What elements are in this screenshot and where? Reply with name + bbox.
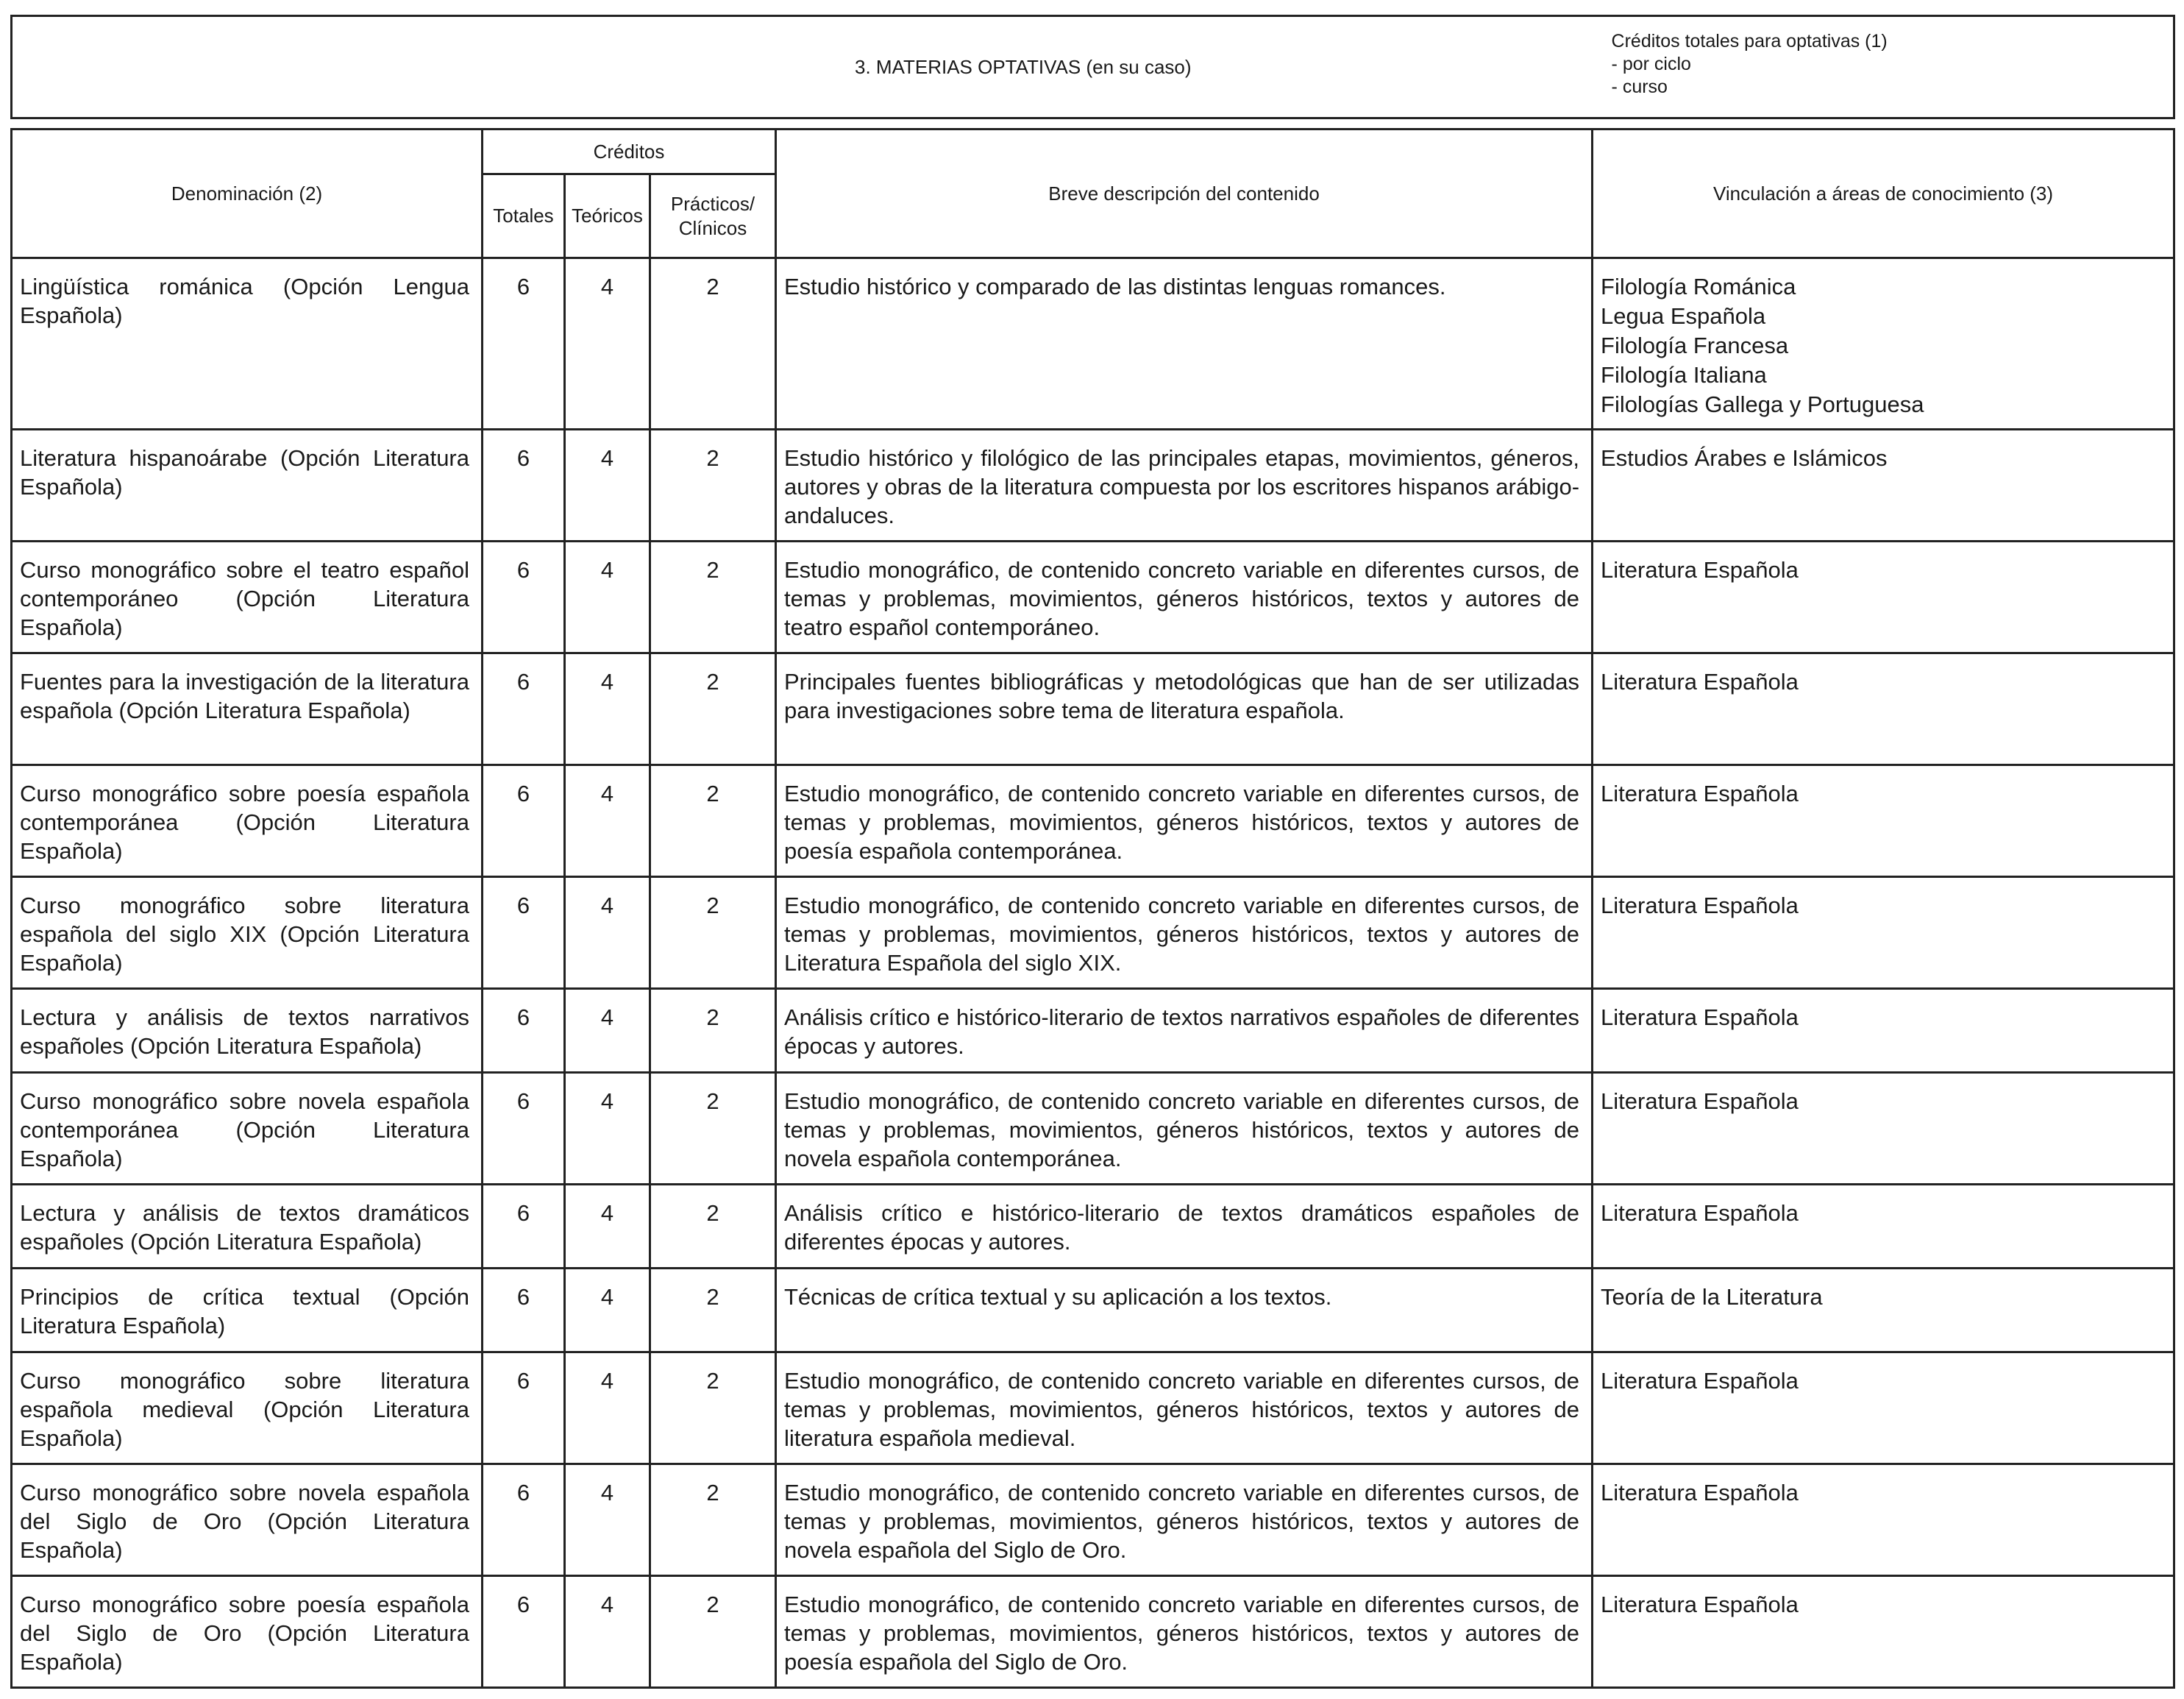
credits-totales: 6 bbox=[483, 1576, 565, 1688]
credits-teoricos: 4 bbox=[565, 1185, 650, 1269]
credits-practicos: 2 bbox=[650, 258, 776, 430]
credits-totales: 6 bbox=[483, 877, 565, 989]
section-title: 3. MATERIAS OPTATIVAS (en su caso) bbox=[12, 16, 1593, 118]
credits-teoricos: 4 bbox=[565, 258, 650, 430]
knowledge-area: Literatura Española bbox=[1601, 1592, 1799, 1617]
credits-teoricos: 4 bbox=[565, 542, 650, 653]
knowledge-area: Filología Francesa bbox=[1601, 333, 1789, 358]
table-row bbox=[12, 258, 2174, 430]
content-description: Principales fuentes bibliográficas y metodológicas que han de ser utilizadas para investigaciones sobre tema de literatura española. bbox=[776, 653, 1593, 765]
content-description: Técnicas de crítica textual y su aplicación a los textos. bbox=[776, 1269, 1593, 1352]
knowledge-areas bbox=[1593, 542, 2174, 653]
knowledge-area: Filología Románica bbox=[1601, 274, 1796, 299]
subject-name: Lectura y análisis de textos narrativos españoles (Opción Literatura Española) bbox=[12, 989, 483, 1073]
header-denominacion: Denominación (2) bbox=[12, 130, 483, 258]
knowledge-areas bbox=[1593, 1576, 2174, 1688]
subject-name: Curso monográfico sobre novela española contemporánea (Opción Literatura Española) bbox=[12, 1073, 483, 1185]
table-body bbox=[12, 258, 2174, 1688]
knowledge-area: Literatura Española bbox=[1601, 1480, 1799, 1505]
credits-totales: 6 bbox=[483, 765, 565, 877]
knowledge-areas bbox=[1593, 1073, 2174, 1185]
subject-name: Curso monográfico sobre poesía española del Siglo de Oro (Opción Literatura Española) bbox=[12, 1576, 483, 1688]
knowledge-areas bbox=[1593, 258, 2174, 430]
credits-practicos: 2 bbox=[650, 653, 776, 765]
content-description: Estudio monográfico, de contenido concreto variable en diferentes cursos, de temas y problemas, movimientos, géneros históricos, textos y autores de Literatura Española del siglo XIX. bbox=[776, 877, 1593, 989]
knowledge-area: Literatura Española bbox=[1601, 1200, 1799, 1226]
credits-practicos: 2 bbox=[650, 989, 776, 1073]
subject-name: Curso monográfico sobre el teatro español contemporáneo (Opción Literatura Española) bbox=[12, 542, 483, 653]
content-description: Estudio monográfico, de contenido concreto variable en diferentes cursos, de temas y problemas, movimientos, géneros históricos, textos y autores de literatura española medieval. bbox=[776, 1352, 1593, 1464]
knowledge-areas bbox=[1593, 1269, 2174, 1352]
credits-practicos: 2 bbox=[650, 877, 776, 989]
table-row bbox=[12, 1269, 2174, 1352]
knowledge-areas bbox=[1593, 765, 2174, 877]
table-row bbox=[12, 1073, 2174, 1185]
subject-name: Lingüística románica (Opción Lengua Española) bbox=[12, 258, 483, 430]
subject-name: Literatura hispanoárabe (Opción Literatura Española) bbox=[12, 430, 483, 542]
knowledge-area: Filología Italiana bbox=[1601, 362, 1767, 388]
table-row bbox=[12, 1352, 2174, 1464]
credits-teoricos: 4 bbox=[565, 1352, 650, 1464]
table-row bbox=[12, 542, 2174, 653]
credits-practicos: 2 bbox=[650, 542, 776, 653]
knowledge-area: Literatura Española bbox=[1601, 669, 1799, 695]
credits-teoricos: 4 bbox=[565, 765, 650, 877]
table-row bbox=[12, 989, 2174, 1073]
credits-teoricos: 4 bbox=[565, 989, 650, 1073]
knowledge-area: Teoría de la Literatura bbox=[1601, 1284, 1823, 1310]
per-cycle-label: - por ciclo bbox=[1611, 54, 1691, 74]
section-title-row bbox=[12, 16, 2174, 118]
credits-practicos: 2 bbox=[650, 1073, 776, 1185]
subject-name: Curso monográfico sobre literatura española medieval (Opción Literatura Española) bbox=[12, 1352, 483, 1464]
credits-totales: 6 bbox=[483, 430, 565, 542]
knowledge-areas bbox=[1593, 430, 2174, 542]
credits-totales: 6 bbox=[483, 1185, 565, 1269]
optativas-table bbox=[10, 15, 2175, 1689]
total-credits-label: Créditos totales para optativas (1) bbox=[1611, 31, 1888, 52]
spacer-row bbox=[12, 118, 2174, 130]
credits-totales: 6 bbox=[483, 1352, 565, 1464]
credits-practicos: 2 bbox=[650, 1185, 776, 1269]
table-row bbox=[12, 765, 2174, 877]
content-description: Estudio histórico y filológico de las principales etapas, movimientos, géneros, autores y obras de la literatura compuesta por los escritores hispanos arábigo-andaluces. bbox=[776, 430, 1593, 542]
credits-totales: 6 bbox=[483, 1269, 565, 1352]
knowledge-area: Literatura Española bbox=[1601, 1088, 1799, 1114]
credits-practicos: 2 bbox=[650, 1576, 776, 1688]
knowledge-area: Filologías Gallega y Portuguesa bbox=[1601, 391, 1924, 417]
total-credits-note bbox=[1593, 16, 2174, 118]
knowledge-area: Literatura Española bbox=[1601, 557, 1799, 583]
knowledge-areas bbox=[1593, 653, 2174, 765]
credits-totales: 6 bbox=[483, 542, 565, 653]
table-row bbox=[12, 877, 2174, 989]
knowledge-areas bbox=[1593, 1185, 2174, 1269]
table-row bbox=[12, 1576, 2174, 1688]
table-row bbox=[12, 1464, 2174, 1576]
credits-teoricos: 4 bbox=[565, 430, 650, 542]
credits-totales: 6 bbox=[483, 258, 565, 430]
credits-totales: 6 bbox=[483, 989, 565, 1073]
content-description: Estudio monográfico, de contenido concreto variable en diferentes cursos, de temas y problemas, movimientos, géneros históricos, textos y autores de teatro español contemporáneo. bbox=[776, 542, 1593, 653]
header-row-1 bbox=[12, 130, 2174, 174]
credits-teoricos: 4 bbox=[565, 653, 650, 765]
knowledge-area: Legua Española bbox=[1601, 303, 1766, 329]
content-description: Análisis crítico e histórico-literario de textos narrativos españoles de diferentes épocas y autores. bbox=[776, 989, 1593, 1073]
content-description: Estudio monográfico, de contenido concreto variable en diferentes cursos, de temas y problemas, movimientos, géneros históricos, textos y autores de poesía española contemporánea. bbox=[776, 765, 1593, 877]
credits-practicos: 2 bbox=[650, 765, 776, 877]
table-row bbox=[12, 1185, 2174, 1269]
credits-teoricos: 4 bbox=[565, 1576, 650, 1688]
subject-name: Curso monográfico sobre literatura española del siglo XIX (Opción Literatura Española) bbox=[12, 877, 483, 989]
credits-totales: 6 bbox=[483, 653, 565, 765]
knowledge-areas bbox=[1593, 989, 2174, 1073]
knowledge-areas bbox=[1593, 877, 2174, 989]
knowledge-area: Literatura Española bbox=[1601, 1004, 1799, 1030]
knowledge-area: Literatura Española bbox=[1601, 1368, 1799, 1394]
knowledge-area: Estudios Árabes e Islámicos bbox=[1601, 445, 1888, 471]
subject-name: Lectura y análisis de textos dramáticos españoles (Opción Literatura Española) bbox=[12, 1185, 483, 1269]
content-description: Estudio monográfico, de contenido concreto variable en diferentes cursos, de temas y problemas, movimientos, géneros históricos, textos y autores de novela española contemporánea. bbox=[776, 1073, 1593, 1185]
credits-practicos: 2 bbox=[650, 1269, 776, 1352]
credits-teoricos: 4 bbox=[565, 1464, 650, 1576]
credits-practicos: 2 bbox=[650, 1464, 776, 1576]
knowledge-areas bbox=[1593, 1352, 2174, 1464]
subject-name: Curso monográfico sobre novela española del Siglo de Oro (Opción Literatura Española) bbox=[12, 1464, 483, 1576]
header-descripcion: Breve descripción del contenido bbox=[776, 130, 1593, 258]
header-creditos: Créditos bbox=[483, 130, 776, 174]
header-teoricos: Teóricos bbox=[565, 174, 650, 258]
subject-name: Curso monográfico sobre poesía española contemporánea (Opción Literatura Española) bbox=[12, 765, 483, 877]
credits-teoricos: 4 bbox=[565, 1269, 650, 1352]
knowledge-area: Literatura Española bbox=[1601, 781, 1799, 806]
credits-totales: 6 bbox=[483, 1464, 565, 1576]
knowledge-area: Literatura Española bbox=[1601, 893, 1799, 918]
table-row bbox=[12, 430, 2174, 542]
header-practicos: Prácticos/ Clínicos bbox=[650, 174, 776, 258]
subject-name: Principios de crítica textual (Opción Literatura Española) bbox=[12, 1269, 483, 1352]
per-course-label: - curso bbox=[1611, 77, 1668, 97]
header-totales: Totales bbox=[483, 174, 565, 258]
knowledge-areas bbox=[1593, 1464, 2174, 1576]
credits-practicos: 2 bbox=[650, 430, 776, 542]
document-page bbox=[10, 15, 2173, 1689]
content-description: Análisis crítico e histórico-literario de textos dramáticos españoles de diferentes épocas y autores. bbox=[776, 1185, 1593, 1269]
content-description: Estudio monográfico, de contenido concreto variable en diferentes cursos, de temas y problemas, movimientos, géneros históricos, textos y autores de novela española del Siglo de Oro. bbox=[776, 1464, 1593, 1576]
content-description: Estudio histórico y comparado de las distintas lenguas romances. bbox=[776, 258, 1593, 430]
header-vinculacion: Vinculación a áreas de conocimiento (3) bbox=[1593, 130, 2174, 258]
credits-teoricos: 4 bbox=[565, 877, 650, 989]
credits-teoricos: 4 bbox=[565, 1073, 650, 1185]
credits-totales: 6 bbox=[483, 1073, 565, 1185]
subject-name: Fuentes para la investigación de la literatura española (Opción Literatura Española) bbox=[12, 653, 483, 765]
table-row bbox=[12, 653, 2174, 765]
credits-practicos: 2 bbox=[650, 1352, 776, 1464]
content-description: Estudio monográfico, de contenido concreto variable en diferentes cursos, de temas y problemas, movimientos, géneros históricos, textos y autores de poesía española del Siglo de Oro. bbox=[776, 1576, 1593, 1688]
